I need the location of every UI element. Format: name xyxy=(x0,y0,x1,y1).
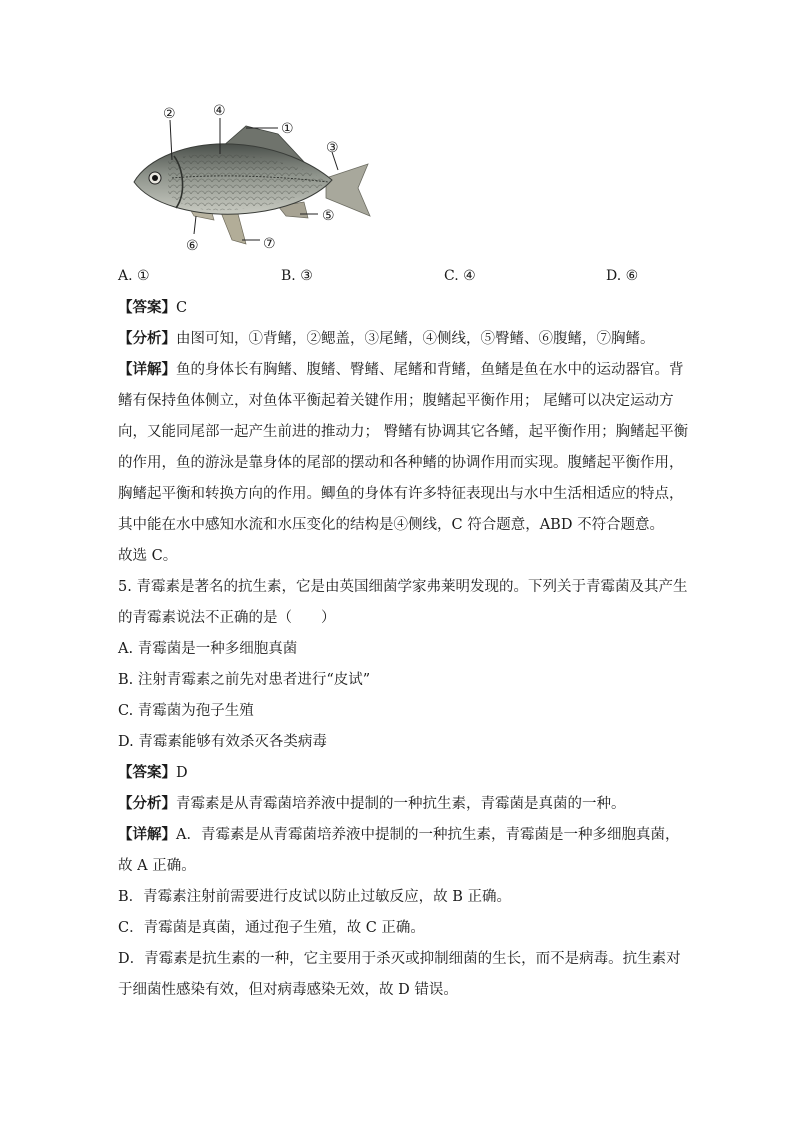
pelvic-fin xyxy=(220,210,246,244)
q4-detail-line: 向，又能同尾部一起产生前进的推动力； 臀鳍有协调其它各鳍，起平衡作用；胸鳍起平衡 xyxy=(118,424,689,440)
q5-detail-line: 故 A 正确。 xyxy=(118,858,196,874)
q5-stem: 的青霉素说法不正确的是（ ） xyxy=(118,610,336,626)
label-1: ① xyxy=(281,121,294,137)
label-7: ⑦ xyxy=(263,236,276,252)
q5-option-a: A. 青霉菌是一种多细胞真菌 xyxy=(118,641,298,657)
label-6: ⑥ xyxy=(186,238,199,254)
label-3: ③ xyxy=(326,140,339,156)
q5-option-b: B. 注射青霉素之前先对患者进行“皮试” xyxy=(118,672,371,688)
q4-option-c: C. ④ xyxy=(444,268,476,284)
q5-analysis: 【分析】青霉素是从青霉菌培养液中提制的一种抗生素，青霉菌是真菌的一种。 xyxy=(118,795,626,812)
q5-answer: 【答案】D xyxy=(118,764,188,781)
label-2: ② xyxy=(163,106,176,122)
q4-detail-line: 鳍有保持鱼体侧立，对鱼体平衡起着关键作用；腹鳍起平衡作用； 尾鳍可以决定运动方 xyxy=(118,393,674,409)
fish-figure xyxy=(128,98,388,258)
fish-diagram xyxy=(128,98,388,258)
q4-analysis: 【分析】由图可知，①背鳍，②鳃盖，③尾鳍，④侧线，⑤臀鳍、⑥腹鳍，⑦胸鳍。 xyxy=(118,330,655,347)
q5-detail-line: D．青霉素是抗生素的一种，它主要用于杀灭或抑制细菌的生长，而不是病毒。抗生素对 xyxy=(118,951,681,967)
q4-detail-line: 其中能在水中感知水流和水压变化的结构是④侧线，C 符合题意，ABD 不符合题意。 xyxy=(118,517,665,533)
q4-option-b: B. ③ xyxy=(281,268,313,284)
label-4: ④ xyxy=(213,103,226,119)
q5-detail-line: 于细菌性感染有效，但对病毒感染无效，故 D 错误。 xyxy=(118,982,458,998)
q5-stem: 5. 青霉素是著名的抗生素，它是由英国细菌学家弗莱明发现的。下列关于青霉菌及其产生 xyxy=(118,579,688,595)
q4-option-d: D. ⑥ xyxy=(606,268,639,284)
q4-answer: 【答案】C xyxy=(118,299,188,316)
q4-options xyxy=(118,268,678,290)
q5-detail-line: 【详解】A．青霉素是从青霉菌培养液中提制的一种抗生素，青霉菌是一种多细胞真菌， xyxy=(118,826,680,843)
q5-detail-line: C．青霉菌是真菌，通过孢子生殖，故 C 正确。 xyxy=(118,920,425,936)
q4-detail-line: 胸鳍起平衡和转换方向的作用。鲫鱼的身体有许多特征表现出与水中生活相适应的特点， xyxy=(118,486,684,502)
q5-option-c: C. 青霉菌为孢子生殖 xyxy=(118,703,254,719)
q5-detail-line: B．青霉素注射前需要进行皮试以防止过敏反应，故 B 正确。 xyxy=(118,889,512,905)
q4-detail-line: 【详解】鱼的身体长有胸鳍、腹鳍、臀鳍、尾鳍和背鳍，鱼鳍是鱼在水中的运动器官。背 xyxy=(118,361,684,378)
q4-conclusion: 故选 C。 xyxy=(118,548,178,564)
q4-option-a: A. ① xyxy=(118,268,150,284)
label-5: ⑤ xyxy=(322,208,335,224)
q4-detail-line: 的作用，鱼的游泳是靠身体的尾部的摆动和各种鳍的协调作用而实现。腹鳍起平衡作用， xyxy=(118,455,684,471)
q5-option-d: D. 青霉素能够有效杀灭各类病毒 xyxy=(118,734,327,750)
